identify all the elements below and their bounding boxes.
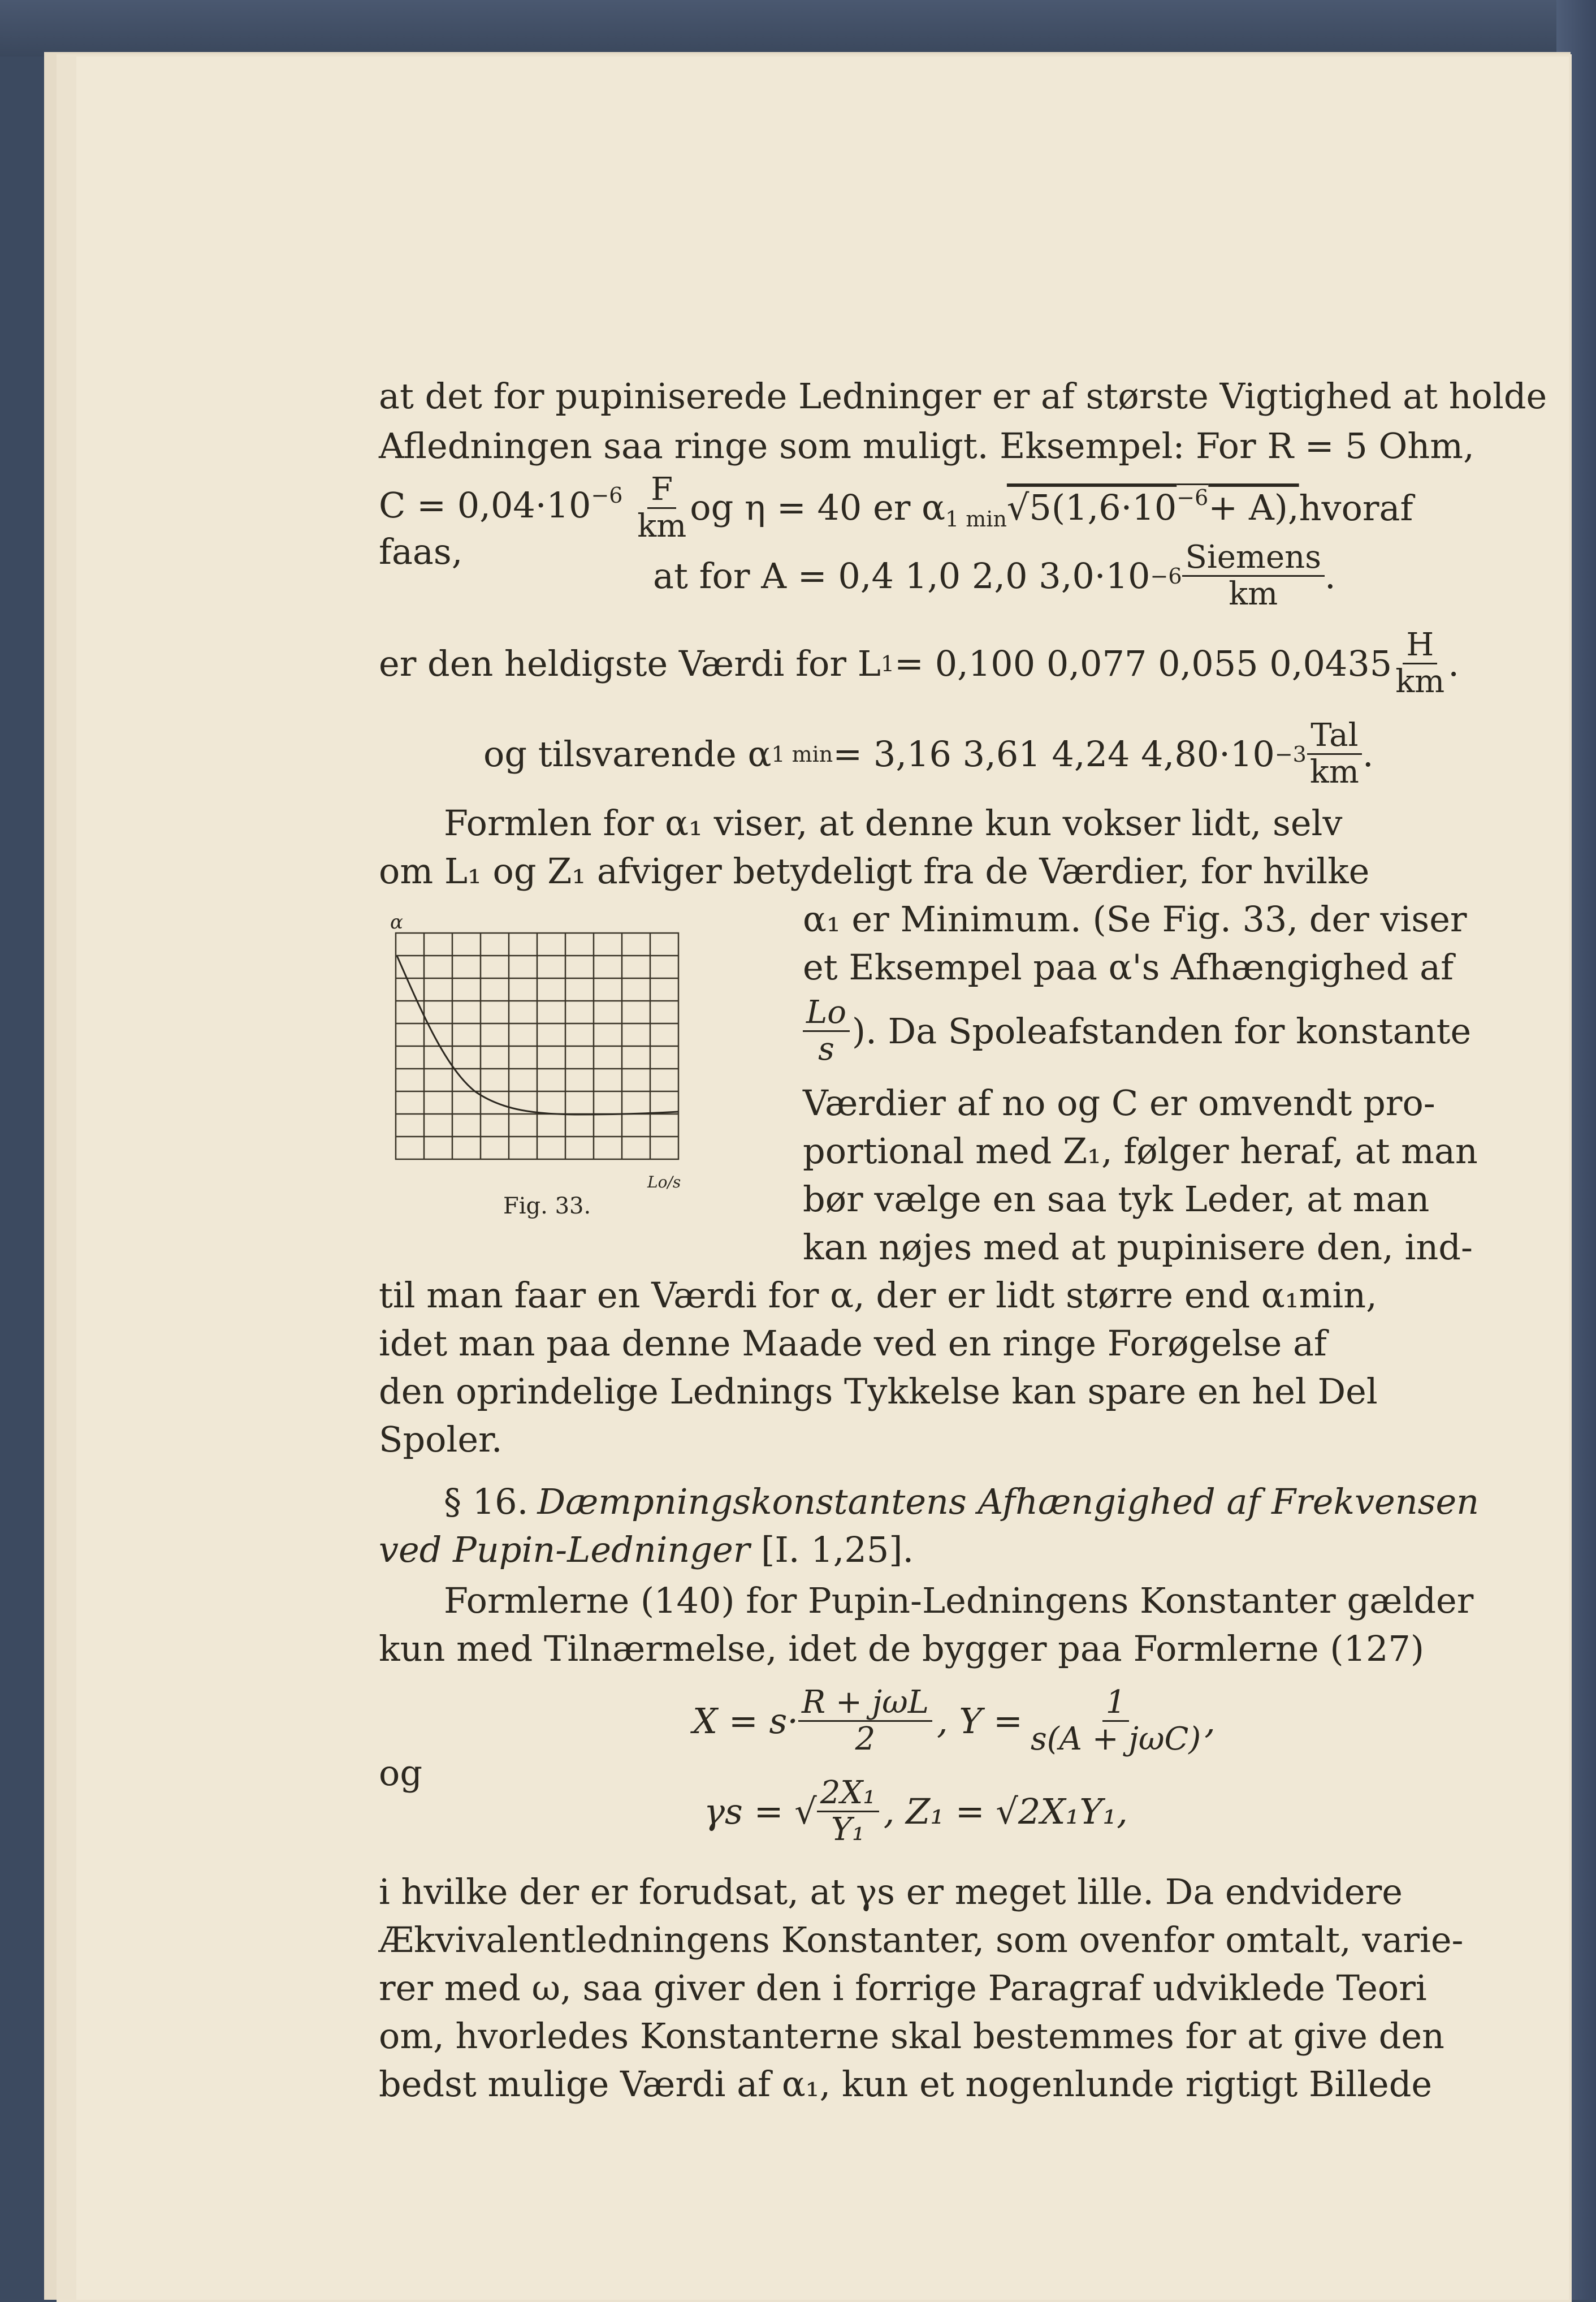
unit-fraction — [634, 472, 690, 544]
formula-line: og tilsvarende α 1 min = 3,16 3,61 4,24 4,80·10 −3 $\frac{\text{Tal}}{km}$ . — [483, 717, 1374, 791]
text-line: at det for pupiniserede Ledninger er af største Vigtighed at holde — [379, 375, 1547, 417]
fraction-numerator: Tal — [1307, 718, 1361, 755]
text-word: hvoraf — [1299, 487, 1413, 529]
text-part: ). Da Spoleafstanden for konstante — [851, 1010, 1472, 1052]
section-number: § 16. — [444, 1481, 529, 1522]
formula-root: √5(1,6·10 — [1006, 486, 1177, 528]
fraction-denominator: Y₁ — [831, 1811, 865, 1848]
text-line: bedst mulige Værdi af α₁, kun et nogenlunde rigtigt Billede — [379, 2063, 1433, 2105]
text-line: et Eksempel paa α's Afhængighed af — [803, 947, 1454, 988]
formula-part: at for A = 0,4 1,0 2,0 3,0·10 — [653, 555, 1150, 597]
section-heading-cont — [379, 1527, 914, 1573]
text-line: rer med ω, saa giver den i forrige Paragraf udviklede Teori — [379, 1967, 1427, 2009]
text-line: kun med Tilnærmelse, idet de bygger paa Formlerne (127) — [379, 1628, 1425, 1669]
figure-caption: Fig. 33. — [503, 1193, 591, 1219]
formula-part: C = 0,04·10 — [379, 485, 591, 526]
text-line: Formlen for α₁ viser, at denne kun vokser lidt, selv — [444, 802, 1343, 844]
fraction — [817, 1776, 879, 1847]
fraction — [798, 1685, 932, 1757]
formula-part: og tilsvarende α — [483, 733, 772, 775]
fraction-numerator: Siemens — [1182, 540, 1325, 577]
text-word: faas, — [379, 531, 463, 572]
formula-part: , Z₁ = √2X₁Y₁, — [883, 1790, 1128, 1832]
equation-2 — [704, 1776, 1128, 1847]
unit-fraction — [1392, 628, 1448, 699]
fraction-denominator: km — [1229, 576, 1278, 612]
fraction-numerator: F — [647, 472, 676, 509]
formula-part: = 3,16 3,61 4,24 4,80·10 — [833, 733, 1275, 775]
text-line — [803, 994, 1472, 1068]
fraction-numerator: 1 — [1102, 1685, 1130, 1722]
text-line: den oprindelige Lednings Tykkelse kan spare en hel Del — [379, 1371, 1378, 1412]
formula-line: er den heldigste Værdi for L 1 = 0,100 0,077 0,055 0,0435 $\frac{H}{km}$ . — [379, 627, 1460, 700]
text-line: idet man paa denne Maade ved en ringe Forøgelse af — [379, 1323, 1327, 1364]
text-line: Ækvivalentledningens Konstanter, som ovenfor omtalt, varie- — [379, 1919, 1464, 1960]
formula-part: er den heldigste Værdi for L — [379, 642, 881, 684]
formula-line: at for A = 0,4 1,0 2,0 3,0·10 −6 $\frac{\text{Siemens}}{km}$ . — [653, 539, 1336, 612]
fraction-numerator: R + jωL — [798, 1685, 932, 1722]
book-page — [76, 57, 1569, 2300]
unit-fraction — [1307, 718, 1363, 790]
text-line: Spoler. — [379, 1419, 503, 1460]
text-line: i hvilke der er forudsat, at γs er meget lille. Da endvidere — [379, 1871, 1403, 1912]
fraction-denominator: km — [1309, 754, 1359, 791]
figure-33 — [390, 905, 786, 1199]
fraction-numerator: 2X₁ — [817, 1776, 879, 1812]
subscript: 1 min — [771, 741, 833, 767]
section-title: ved Pupin-Ledninger — [379, 1529, 750, 1570]
text-line: til man faar en Værdi for α, der er lidt større end α₁min, — [379, 1275, 1377, 1316]
text-line: om L₁ og Z₁ afviger betydeligt fra de Værdier, for hvilke — [379, 850, 1370, 892]
text-line: α₁ er Minimum. (Se Fig. 33, der viser — [803, 899, 1467, 940]
section-title: Dæmpningskonstantens Afhængighed af Frekvensen — [537, 1481, 1480, 1522]
fraction-denominator: 2 — [855, 1721, 876, 1757]
text-line: Værdier af no og C er omvendt pro- — [803, 1082, 1435, 1124]
fraction-denominator: s — [818, 1031, 834, 1068]
x-axis-label: Lo/s — [647, 1173, 681, 1191]
formula-part: og η = 40 er α — [690, 486, 945, 528]
text-line: Formlerne (140) for Pupin-Ledningens Konstanter gælder — [444, 1580, 1474, 1621]
exponent: −6 — [1150, 563, 1182, 589]
grid — [396, 933, 678, 1159]
text-line: Afledningen saa ringe som muligt. Eksempel: For R = 5 Ohm, — [379, 425, 1474, 467]
text-word: og — [379, 1752, 423, 1794]
equation-1 — [693, 1685, 1216, 1757]
subscript: 1 min — [945, 506, 1007, 532]
fraction-denominator: km — [1395, 663, 1445, 700]
formula-line — [379, 471, 1413, 545]
text-line: kan nøjes med at pupinisere den, ind- — [803, 1226, 1473, 1268]
subscript: 1 — [880, 651, 895, 676]
book-cover-top — [0, 0, 1596, 57]
fraction-denominator: km — [637, 508, 687, 545]
text-line: portional med Z₁, følger heraf, at man — [803, 1130, 1478, 1172]
section-heading — [444, 1479, 1480, 1525]
fraction-numerator: Lo — [803, 995, 850, 1032]
fraction-denominator: s(A + jωC) — [1030, 1721, 1201, 1757]
formula-part: = 0,100 0,077 0,055 0,0435 — [894, 642, 1392, 684]
unit-fraction — [1182, 540, 1325, 612]
text-line: om, hvorledes Konstanterne skal bestemmes for at give den — [379, 2015, 1444, 2057]
reference: [I. 1,25]. — [750, 1529, 914, 1570]
inline-fraction — [803, 995, 850, 1067]
text-line: bør vælge en saa tyk Leder, at man — [803, 1178, 1430, 1220]
exponent: −6 — [591, 483, 623, 508]
formula-part: γs = √ — [704, 1790, 817, 1832]
formula-part: , Y = — [936, 1700, 1023, 1742]
y-axis-label: α — [390, 911, 403, 934]
fraction-numerator: H — [1403, 628, 1437, 664]
exponent: −3 — [1274, 741, 1307, 767]
formula-part: X = s· — [693, 1700, 799, 1742]
exponent: −6 — [1177, 485, 1209, 510]
formula-part: , — [1204, 1700, 1216, 1742]
formula-part: + A), — [1208, 486, 1299, 528]
fraction — [1027, 1685, 1204, 1757]
